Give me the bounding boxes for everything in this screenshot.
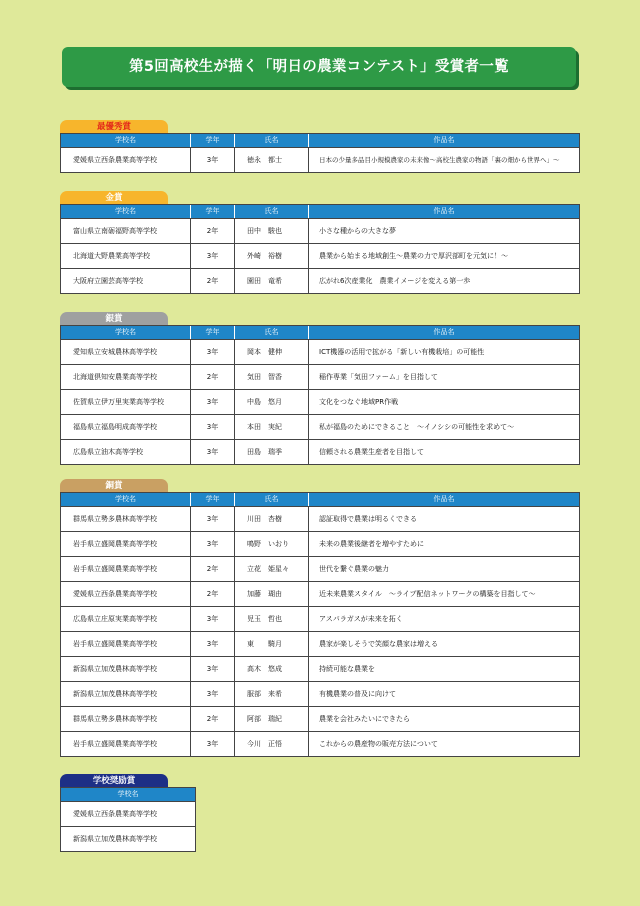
section-school-award bbox=[60, 774, 196, 854]
cell-name: 徳永 都士 bbox=[235, 148, 309, 172]
cell-school: 新潟県立加茂農林高等学校 bbox=[61, 657, 191, 681]
header-work: 作品名 bbox=[433, 495, 455, 503]
cell-name: 岡本 健伸 bbox=[235, 340, 309, 364]
cell-grade: 2年 bbox=[191, 557, 235, 581]
table-header bbox=[61, 326, 579, 339]
cell-school: 愛媛県立西条農業高等学校 bbox=[73, 810, 157, 818]
header-school: 学校名 bbox=[61, 205, 191, 218]
cell-name: 服部 来希 bbox=[235, 682, 309, 706]
cell-school: 岩手県立盛岡農業高等学校 bbox=[61, 732, 191, 756]
cell-work: 日本の少量多品目小規模農家の未来像〜高校生農家の物語「裏の畑から世界へ」〜 bbox=[319, 156, 560, 164]
cell-name: 今川 正悟 bbox=[235, 732, 309, 756]
table-row bbox=[61, 826, 195, 851]
table-row bbox=[61, 556, 579, 581]
cell-grade: 3年 bbox=[191, 148, 235, 172]
table-row bbox=[61, 439, 579, 464]
cell-grade: 3年 bbox=[191, 657, 235, 681]
table-row bbox=[61, 656, 579, 681]
cell-work: 持続可能な農業を bbox=[319, 665, 375, 673]
cell-work: これからの農産物の販売方法について bbox=[319, 740, 438, 748]
header-work: 作品名 bbox=[433, 207, 455, 215]
header-grade: 学年 bbox=[191, 326, 235, 339]
cell-work: ICT機器の活用で拡がる「新しい有機栽培」の可能性 bbox=[319, 348, 485, 356]
cell-school: 富山県立南砺福野高等学校 bbox=[61, 219, 191, 243]
table-row bbox=[61, 414, 579, 439]
cell-name: 川田 杏樹 bbox=[235, 507, 309, 531]
cell-grade: 3年 bbox=[191, 682, 235, 706]
table-row bbox=[61, 364, 579, 389]
cell-work: 信頼される農業生産者を目指して bbox=[319, 448, 424, 456]
cell-work: 稲作専業「気田ファーム」を目指して bbox=[319, 373, 438, 381]
cell-work: 農家が楽しそうで笑顔な農家は増える bbox=[319, 640, 438, 648]
cell-grade: 3年 bbox=[191, 390, 235, 414]
cell-grade: 3年 bbox=[191, 632, 235, 656]
cell-work: 広がれ6次産業化 農業イメージを変える第一歩 bbox=[319, 277, 471, 285]
table-row bbox=[61, 339, 579, 364]
cell-grade: 3年 bbox=[191, 340, 235, 364]
cell-name: 東 騎月 bbox=[235, 632, 309, 656]
cell-name: 鳴野 いおり bbox=[235, 532, 309, 556]
header-work: 作品名 bbox=[433, 328, 455, 336]
cell-school: 群馬県立勢多農林高等学校 bbox=[61, 507, 191, 531]
cell-name: 阿部 瑞紀 bbox=[235, 707, 309, 731]
award-tag-school: 学校奨励賞 bbox=[60, 774, 168, 787]
cell-school: 北海道倶知安農業高等学校 bbox=[61, 365, 191, 389]
cell-grade: 3年 bbox=[191, 507, 235, 531]
table-row bbox=[61, 606, 579, 631]
cell-grade: 2年 bbox=[191, 582, 235, 606]
table-row bbox=[61, 218, 579, 243]
header-name: 氏名 bbox=[235, 326, 309, 339]
header-grade: 学年 bbox=[191, 205, 235, 218]
cell-work: 有機農業の普及に向けて bbox=[319, 690, 396, 698]
cell-school: 広島県立庄原実業高等学校 bbox=[61, 607, 191, 631]
table-row bbox=[61, 631, 579, 656]
cell-work: アスパラガスが未来を拓く bbox=[319, 615, 403, 623]
cell-name: 田中 駿也 bbox=[235, 219, 309, 243]
cell-work: 私が福島のためにできること 〜イノシシの可能性を求めて〜 bbox=[319, 423, 515, 431]
award-tag-gold: 金賞 bbox=[60, 191, 168, 204]
table-row bbox=[61, 268, 579, 293]
cell-name: 中島 悠月 bbox=[235, 390, 309, 414]
cell-name: 立花 姫星々 bbox=[235, 557, 309, 581]
table-row bbox=[61, 506, 579, 531]
cell-school: 新潟県立加茂農林高等学校 bbox=[73, 835, 157, 843]
cell-name: 加藤 瑚由 bbox=[235, 582, 309, 606]
section-gold bbox=[60, 191, 580, 294]
cell-work: 小さな種からの大きな夢 bbox=[319, 227, 396, 235]
cell-grade: 2年 bbox=[191, 365, 235, 389]
cell-grade: 3年 bbox=[191, 244, 235, 268]
cell-work: 近未来農業スタイル 〜ライブ配信ネットワークの構築を目指して〜 bbox=[319, 590, 536, 598]
cell-grade: 2年 bbox=[191, 269, 235, 293]
cell-name: 本田 実紀 bbox=[235, 415, 309, 439]
award-table bbox=[60, 787, 196, 852]
cell-name: 田島 瑞季 bbox=[235, 440, 309, 464]
page-title: 第5回高校生が描く「明日の農業コンテスト」受賞者一覧 bbox=[62, 47, 576, 87]
table-header bbox=[61, 493, 579, 506]
table-row bbox=[61, 243, 579, 268]
cell-grade: 3年 bbox=[191, 440, 235, 464]
table-row bbox=[61, 389, 579, 414]
cell-grade: 2年 bbox=[191, 219, 235, 243]
table-row bbox=[61, 706, 579, 731]
cell-grade: 3年 bbox=[191, 732, 235, 756]
table-row bbox=[61, 731, 579, 756]
table-header bbox=[61, 205, 579, 218]
cell-school: 福島県立福島明成高等学校 bbox=[61, 415, 191, 439]
section-silver bbox=[60, 312, 580, 463]
cell-name: 外崎 裕樹 bbox=[235, 244, 309, 268]
table-row bbox=[61, 681, 579, 706]
table-row bbox=[61, 147, 579, 172]
cell-grade: 2年 bbox=[191, 707, 235, 731]
cell-grade: 3年 bbox=[191, 532, 235, 556]
cell-school: 愛媛県立西条農業高等学校 bbox=[61, 582, 191, 606]
table-row bbox=[61, 581, 579, 606]
cell-name: 園田 竜希 bbox=[235, 269, 309, 293]
table-header bbox=[61, 134, 579, 147]
table-row bbox=[61, 531, 579, 556]
cell-school: 大阪府立園芸高等学校 bbox=[61, 269, 191, 293]
cell-work: 農業を会社みたいにできたら bbox=[319, 715, 410, 723]
table-row bbox=[61, 801, 195, 826]
cell-school: 岩手県立盛岡農業高等学校 bbox=[61, 532, 191, 556]
cell-work: 認証取得で農業は明るくできる bbox=[319, 515, 417, 523]
header-name: 氏名 bbox=[235, 493, 309, 506]
cell-school: 佐賀県立伊万里実業高等学校 bbox=[61, 390, 191, 414]
header-school: 学校名 bbox=[61, 134, 191, 147]
cell-work: 世代を繋ぐ農業の魅力 bbox=[319, 565, 389, 573]
cell-school: 広島県立油木高等学校 bbox=[61, 440, 191, 464]
cell-school: 愛知県立安城農林高等学校 bbox=[61, 340, 191, 364]
header-work: 作品名 bbox=[433, 136, 455, 144]
section-bronze bbox=[60, 479, 580, 754]
header-school: 学校名 bbox=[61, 493, 191, 506]
cell-grade: 3年 bbox=[191, 415, 235, 439]
section-grand-prize bbox=[60, 120, 580, 177]
award-tag-grand: 最優秀賞 bbox=[60, 120, 168, 133]
award-table bbox=[60, 492, 580, 757]
cell-school: 新潟県立加茂農林高等学校 bbox=[61, 682, 191, 706]
award-tag-bronze: 銅賞 bbox=[60, 479, 168, 492]
cell-work: 未来の農業後継者を増やすために bbox=[319, 540, 424, 548]
cell-school: 群馬県立勢多農林高等学校 bbox=[61, 707, 191, 731]
cell-name: 高木 悠成 bbox=[235, 657, 309, 681]
cell-school: 北海道大野農業高等学校 bbox=[61, 244, 191, 268]
cell-school: 岩手県立盛岡農業高等学校 bbox=[61, 632, 191, 656]
award-table bbox=[60, 325, 580, 465]
cell-work: 文化をつなぐ地域PR作戦 bbox=[319, 398, 399, 406]
award-tag-silver: 銀賞 bbox=[60, 312, 168, 325]
award-table bbox=[60, 204, 580, 294]
header-name: 氏名 bbox=[235, 134, 309, 147]
award-table bbox=[60, 133, 580, 173]
cell-name: 児玉 哲也 bbox=[235, 607, 309, 631]
header-grade: 学年 bbox=[191, 134, 235, 147]
header-school: 学校名 bbox=[117, 790, 139, 798]
cell-grade: 3年 bbox=[191, 607, 235, 631]
cell-name: 気田 智香 bbox=[235, 365, 309, 389]
cell-school: 愛媛県立西条農業高等学校 bbox=[61, 148, 191, 172]
header-school: 学校名 bbox=[61, 326, 191, 339]
table-header bbox=[61, 788, 195, 801]
header-grade: 学年 bbox=[191, 493, 235, 506]
cell-work: 農業から始まる地域創生〜農業の力で厚沢部町を元気に！〜 bbox=[319, 252, 508, 260]
cell-school: 岩手県立盛岡農業高等学校 bbox=[61, 557, 191, 581]
header-name: 氏名 bbox=[235, 205, 309, 218]
